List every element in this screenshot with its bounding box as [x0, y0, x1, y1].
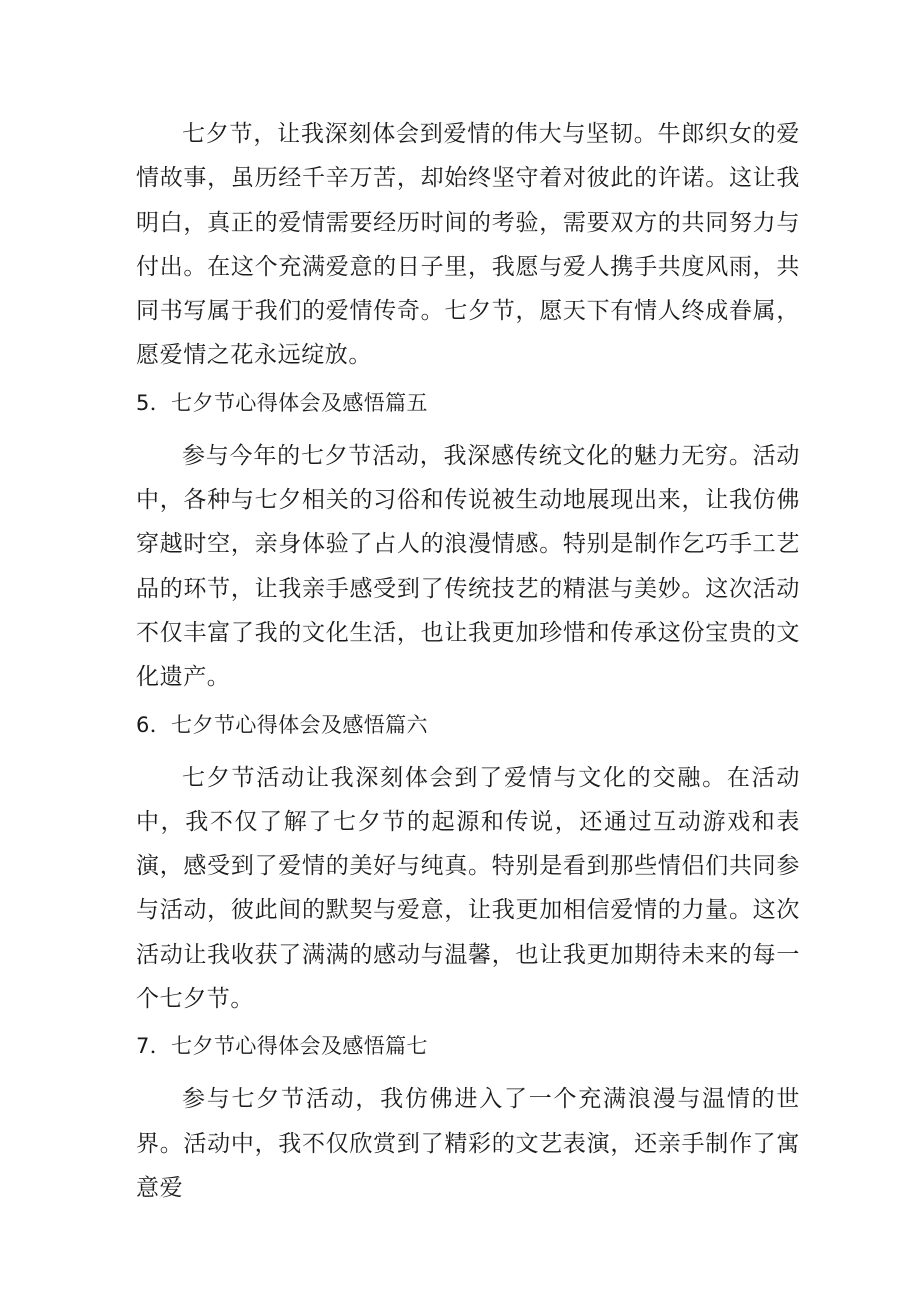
paragraph: 参与七夕节活动，我仿佛进入了一个充满浪漫与温情的世界。活动中，我不仅欣赏到了精彩的文艺表演，还亲手制作了寓意爱 [136, 1086, 800, 1201]
paragraph: 七夕节，让我深刻体会到爱情的伟大与坚韧。牛郎织女的爱情故事，虽历经千辛万苦，却始终坚守着对彼此的许诺。这让我明白，真正的爱情需要经历时间的考验，需要双方的共同努力与付出。在这个充满爱意的日子里，我愿与爱人携手共度风雨，共同书写属于我们的爱情传奇。七夕节，愿天下有情人终成眷属，愿爱情之花永远绽放。 [136, 121, 800, 369]
section-heading: 7．七夕节心得体会及感悟篇七 [136, 1034, 428, 1059]
section-heading: 6．七夕节心得体会及感悟篇六 [136, 712, 428, 737]
document-body [136, 112, 800, 1210]
section-heading: 5．七夕节心得体会及感悟篇五 [136, 390, 428, 415]
paragraph: 参与今年的七夕节活动，我深感传统文化的魅力无穷。活动中，各种与七夕相关的习俗和传说被生动地展现出来，让我仿佛穿越时空，亲身体验了占人的浪漫情感。特别是制作乞巧手工艺品的环节，让我亲手感受到了传统技艺的精湛与美妙。这次活动不仅丰富了我的文化生活，也让我更加珍惜和传承这份宝贵的文化遗产。 [136, 442, 800, 691]
paragraph: 七夕节活动让我深刻体会到了爱情与文化的交融。在活动中，我不仅了解了七夕节的起源和传说，还通过互动游戏和表演，感受到了爱情的美好与纯真。特别是看到那些情侣们共同参与活动，彼此间的默契与爱意，让我更加相信爱情的力量。这次活动让我收获了满满的感动与温馨，也让我更加期待未来的每一个七夕节。 [136, 764, 800, 1013]
